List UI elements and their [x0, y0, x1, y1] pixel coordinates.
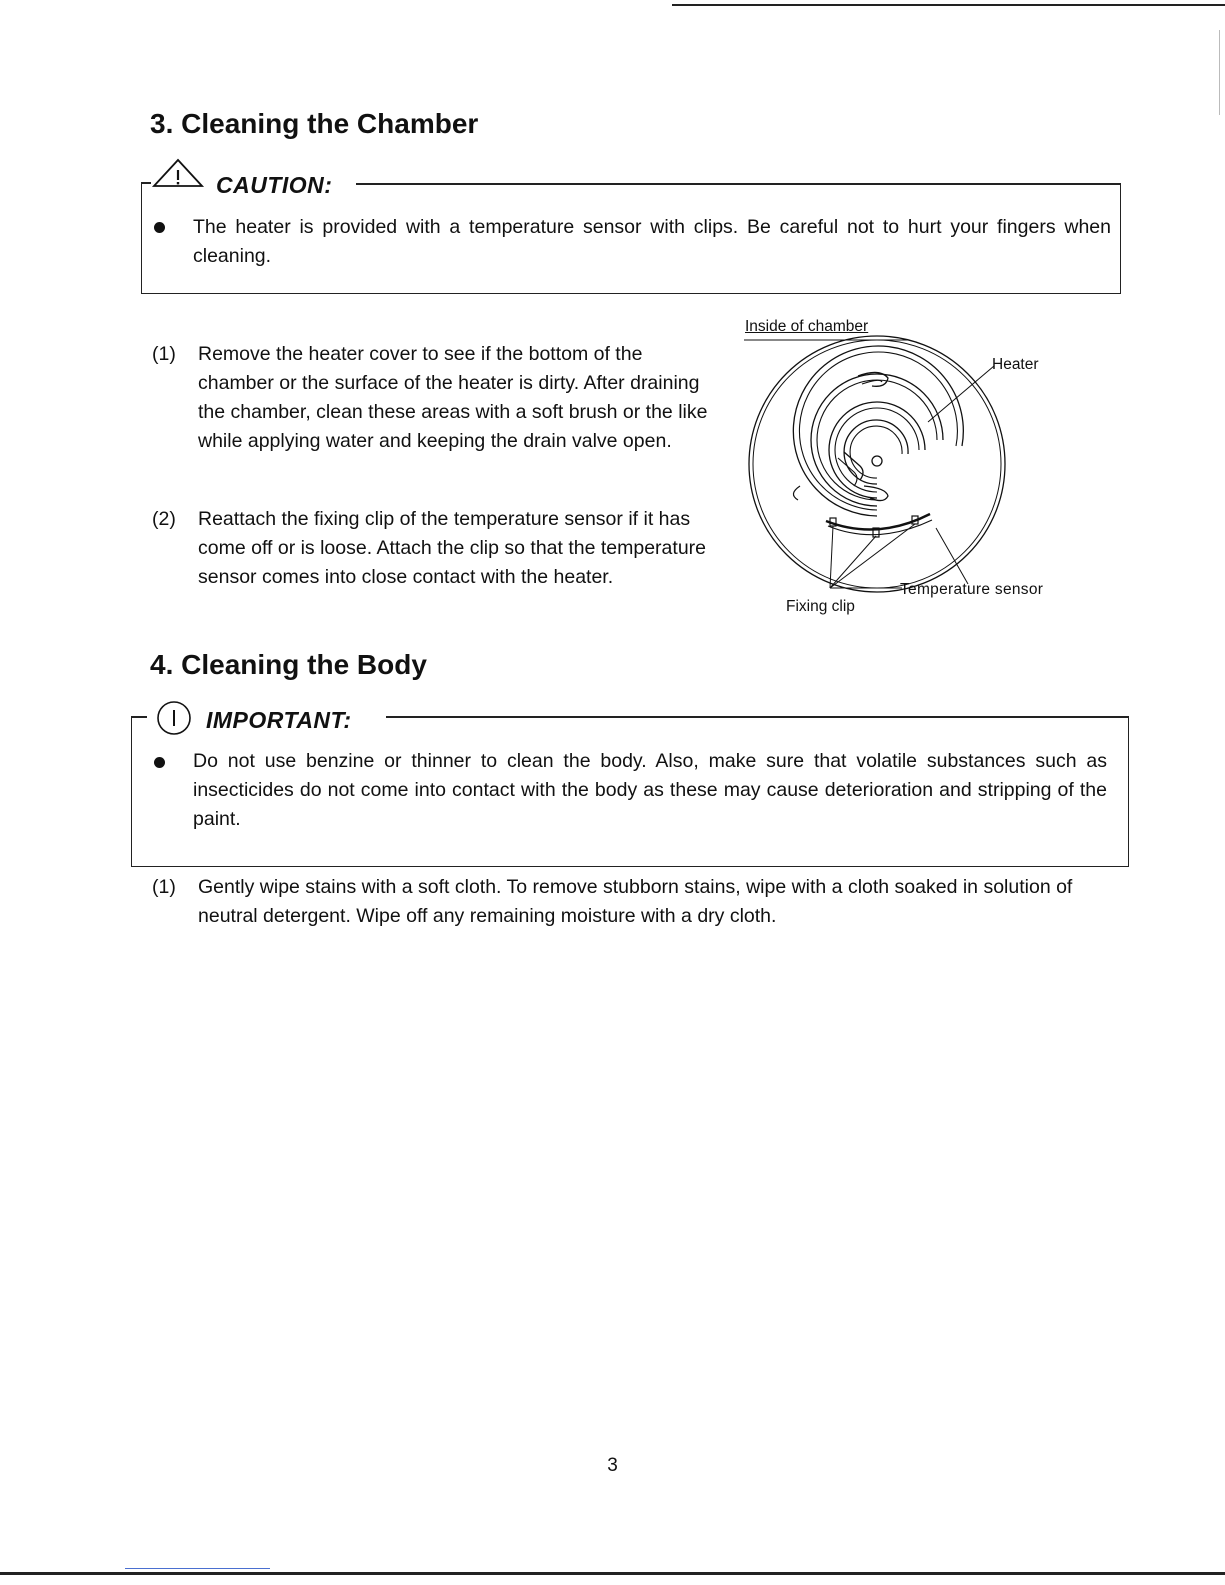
section-heading-body: 4. Cleaning the Body [150, 649, 427, 680]
fixing-clip-label: Fixing clip [786, 598, 855, 615]
step-text: Gently wipe stains with a soft cloth. To remove stubborn stains, wipe with a cloth soaked in solution of neutral detergent. Wipe off any remaining moisture with a dry cloth. [198, 876, 1073, 927]
step-number: (1) [152, 343, 176, 365]
bullet [154, 757, 165, 768]
page-edge-mark [1219, 30, 1220, 115]
bullet [154, 222, 165, 233]
section-heading-chamber: 3. Cleaning the Chamber [150, 108, 479, 139]
figure-title: Inside of chamber [745, 318, 869, 335]
bottom-mark [125, 1568, 270, 1569]
caution-text: The heater is provided with a temperature sensor with clips. Be careful not to hurt your fingers when cleaning. [193, 216, 1111, 267]
step-text: Reattach the fixing clip of the temperature sensor if it has come off or is loose. Attach the clip so that the temperature sensor comes into close contact with the heater. [198, 508, 706, 588]
heater-drawing [740, 316, 1120, 626]
page-number: 3 [607, 1455, 618, 1476]
step-number: (1) [152, 876, 176, 898]
step-number: (2) [152, 508, 176, 530]
temperature-sensor-label: Temperature sensor [900, 581, 1044, 598]
caution-title: CAUTION: [216, 172, 333, 198]
heater-label: Heater [992, 356, 1039, 373]
important-title: IMPORTANT: [206, 707, 352, 733]
top-rule [672, 4, 1225, 6]
important-text: Do not use benzine or thinner to clean the body. Also, make sure that volatile substances such as insecticides do not come into contact with the body as these may cause deterioration and stripping of the paint. [193, 750, 1107, 830]
bottom-rule [0, 1572, 1225, 1575]
chamber-diagram [740, 316, 1120, 626]
step-text: Remove the heater cover to see if the bottom of the chamber or the surface of the heater is dirty. After draining the chamber, clean these areas with a soft brush or the like while applying water and keeping the drain valve open. [198, 343, 708, 452]
